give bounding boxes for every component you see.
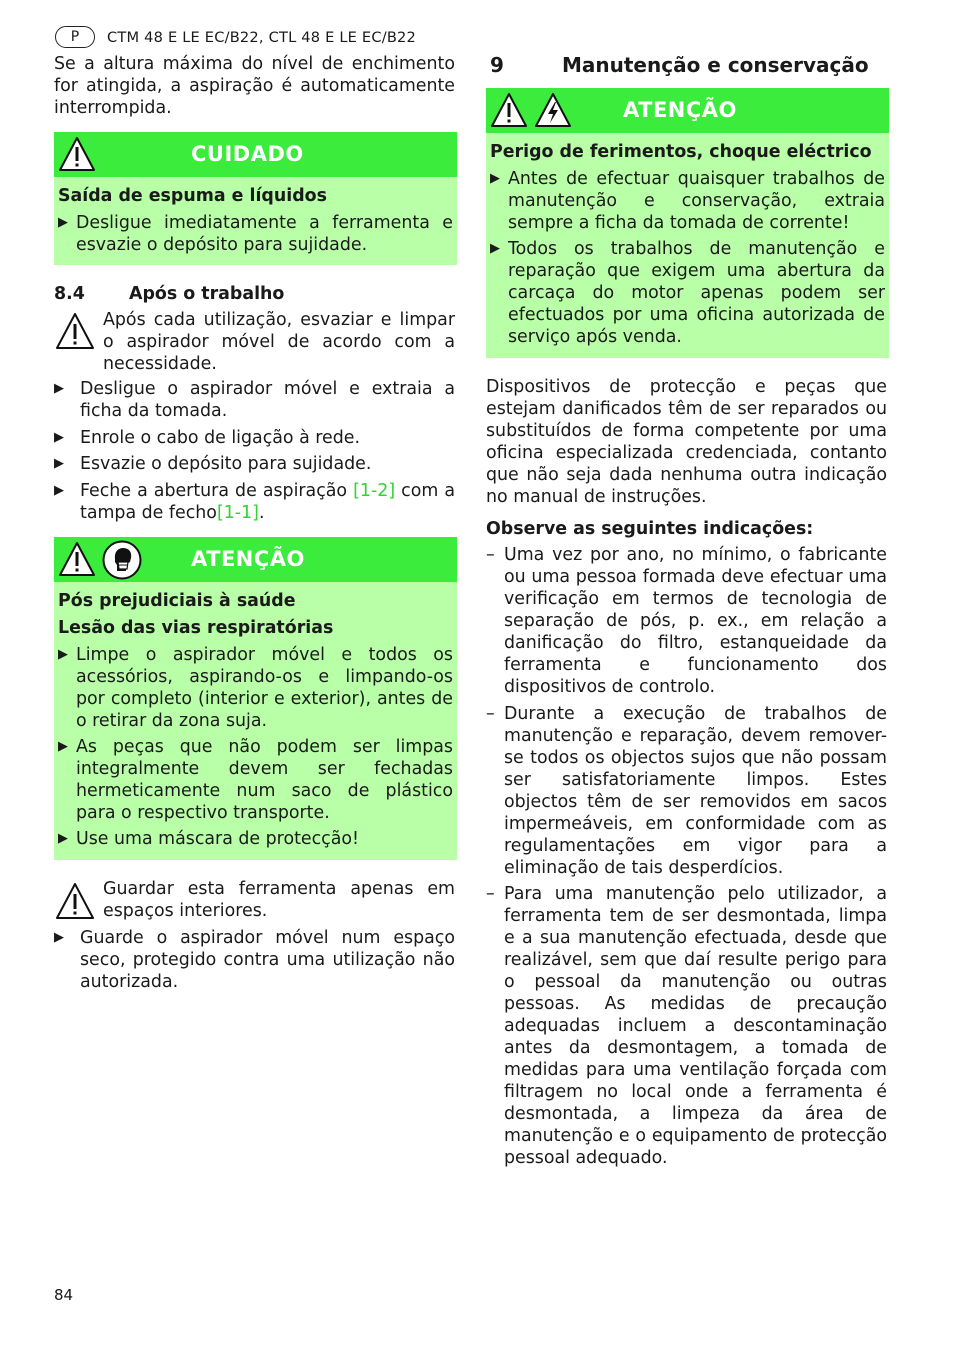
warning-heading: Perigo de ferimentos, choque eléctrico <box>490 142 872 162</box>
after-work-list <box>54 378 455 528</box>
storage-note: Guardar esta ferramenta apenas em espaços interiores. <box>103 879 455 921</box>
observe-list <box>486 544 887 1174</box>
warning-bar <box>54 537 457 582</box>
warning-heading-1: Pós prejudiciais à saúde <box>58 591 296 611</box>
list-item: – Durante a execução de trabalhos de manutenção e reparação, devem remover-se todos os objectos sujos que não possam ser satisfatoriamente limpos. Estes objectos têm de ser removidos em sacos impermeáveis, em conformidade com as regulamentações em vigor para a eliminação de tais desperdícios. <box>486 703 887 878</box>
language-badge: P <box>55 26 95 48</box>
caution-heading: Saída de espuma e líquidos <box>58 186 327 206</box>
list-item: ▶ Desligue o aspirador móvel e extraia a ficha da tomada. <box>54 379 455 421</box>
warning-bar <box>486 88 889 133</box>
play-arrow-icon: ▶ <box>490 171 500 186</box>
warning-title: ATENÇÃO <box>191 547 305 571</box>
list-item: ▶ Limpe o aspirador móvel e todos os acessórios, aspirando-os e limpando-os por completo (interior e exterior), antes de o retirar da zona suja. <box>58 645 453 731</box>
warning-triangle-icon <box>55 882 95 920</box>
play-arrow-icon: ▶ <box>54 930 64 945</box>
list-item: ▶ Guarde o aspirador móvel num espaço seco, protegido contra uma utilização não autorizada. <box>54 928 455 992</box>
section-title: Após o trabalho <box>129 284 285 304</box>
intro-paragraph: Se a altura máxima do nível de enchimento for atingida, a aspiração é automaticamente interrompida. <box>54 54 455 118</box>
model-name: CTM 48 E LE EC/B22, CTL 48 E LE EC/B22 <box>107 28 417 46</box>
figure-reference[interactable]: [1-1] <box>216 502 259 523</box>
play-arrow-icon: ▶ <box>54 482 64 498</box>
after-work-note: Após cada utilização, esvaziar e limpar o aspirador móvel de acordo com a necessidade. <box>103 310 455 374</box>
warning-triangle-icon <box>55 312 95 350</box>
warning-box <box>54 537 457 860</box>
play-arrow-icon: ▶ <box>58 647 68 662</box>
warning-title: ATENÇÃO <box>623 98 737 122</box>
list-item: ▶ Antes de efectuar quaisquer trabalhos de manutenção e conservação, extraia sempre a ficha da tomada de corrente! <box>490 169 885 233</box>
maintenance-paragraph: Dispositivos de protecção e peças que estejam danificados têm de ser reparados ou substituídos de forma competente por uma oficina especializada credenciada, contanto que não seja dada nenhuma outra indicação no manual de instruções. <box>486 377 887 507</box>
observe-heading: Observe as seguintes indicações: <box>486 519 814 539</box>
play-arrow-icon: ▶ <box>58 831 68 846</box>
respirator-mask-icon <box>102 540 142 580</box>
page-number: 84 <box>54 1286 74 1304</box>
list-item: ▶ As peças que não podem ser limpas integralmente devem ser fechadas hermeticamente num saco de plástico para o respectivo transporte. <box>58 737 453 823</box>
caution-bar <box>54 132 457 177</box>
figure-reference[interactable]: [1-2] <box>353 480 396 501</box>
caution-box <box>54 132 457 265</box>
electric-shock-icon <box>534 92 572 128</box>
play-arrow-icon: ▶ <box>54 456 64 471</box>
list-item: ▶ Feche a abertura de aspiração [1-2] com a tampa de fecho[1-1]. <box>54 480 456 523</box>
warning-box <box>486 88 889 358</box>
list-item: – Uma vez por ano, no mínimo, o fabricante ou uma pessoa formada deve efectuar uma verificação em termos de tecnologia de separação de pós, p. ex., em relação a danificação do filtro, estanqueidade da ferramenta e funcionamento dos dispositivos de controlo. <box>486 545 887 697</box>
warning-triangle-icon <box>58 541 96 577</box>
storage-list <box>54 927 455 998</box>
warning-triangle-icon <box>490 92 528 128</box>
play-arrow-icon: ▶ <box>58 215 68 230</box>
page-header <box>55 26 416 48</box>
warning-triangle-icon <box>58 136 96 172</box>
play-arrow-icon: ▶ <box>58 739 68 754</box>
section-number: 9 <box>490 53 504 77</box>
caution-title: CUIDADO <box>191 142 304 166</box>
list-item: ▶ Esvazie o depósito para sujidade. <box>54 454 372 474</box>
play-arrow-icon: ▶ <box>54 381 64 396</box>
section-title: Manutenção e conservação <box>562 53 869 77</box>
list-item: ▶ Todos os trabalhos de manutenção e reparação que exigem uma abertura da carcaça do motor apenas podem ser efectuados por uma oficina autorizada de serviço após venda. <box>490 239 885 347</box>
list-item: ▶ Enrole o cabo de ligação à rede. <box>54 427 360 448</box>
play-arrow-icon: ▶ <box>490 241 500 256</box>
warning-heading-2: Lesão das vias respiratórias <box>58 618 334 638</box>
list-item: – Para uma manutenção pelo utilizador, a ferramenta tem de ser desmontada, limpa e a sua manutenção efectuada, desde que realizável, sem que daí resulte perigo para o pessoal da manutenção ou outras pessoas. As medidas de precaução adequadas incluem a descontaminação antes da desmontagem, a tomada de medidas para uma ventilação forçada com filtragem no local onde a ferramenta é desmontada, a limpeza da área de manutenção e o equipamento de protecção pessoal adequado. <box>486 884 887 1168</box>
section-number: 8.4 <box>54 284 85 304</box>
play-arrow-icon: ▶ <box>54 429 64 445</box>
list-item: ▶ Use uma máscara de protecção! <box>58 829 359 849</box>
list-item: ▶ Desligue imediatamente a ferramenta e esvazie o depósito para sujidade. <box>58 213 453 255</box>
